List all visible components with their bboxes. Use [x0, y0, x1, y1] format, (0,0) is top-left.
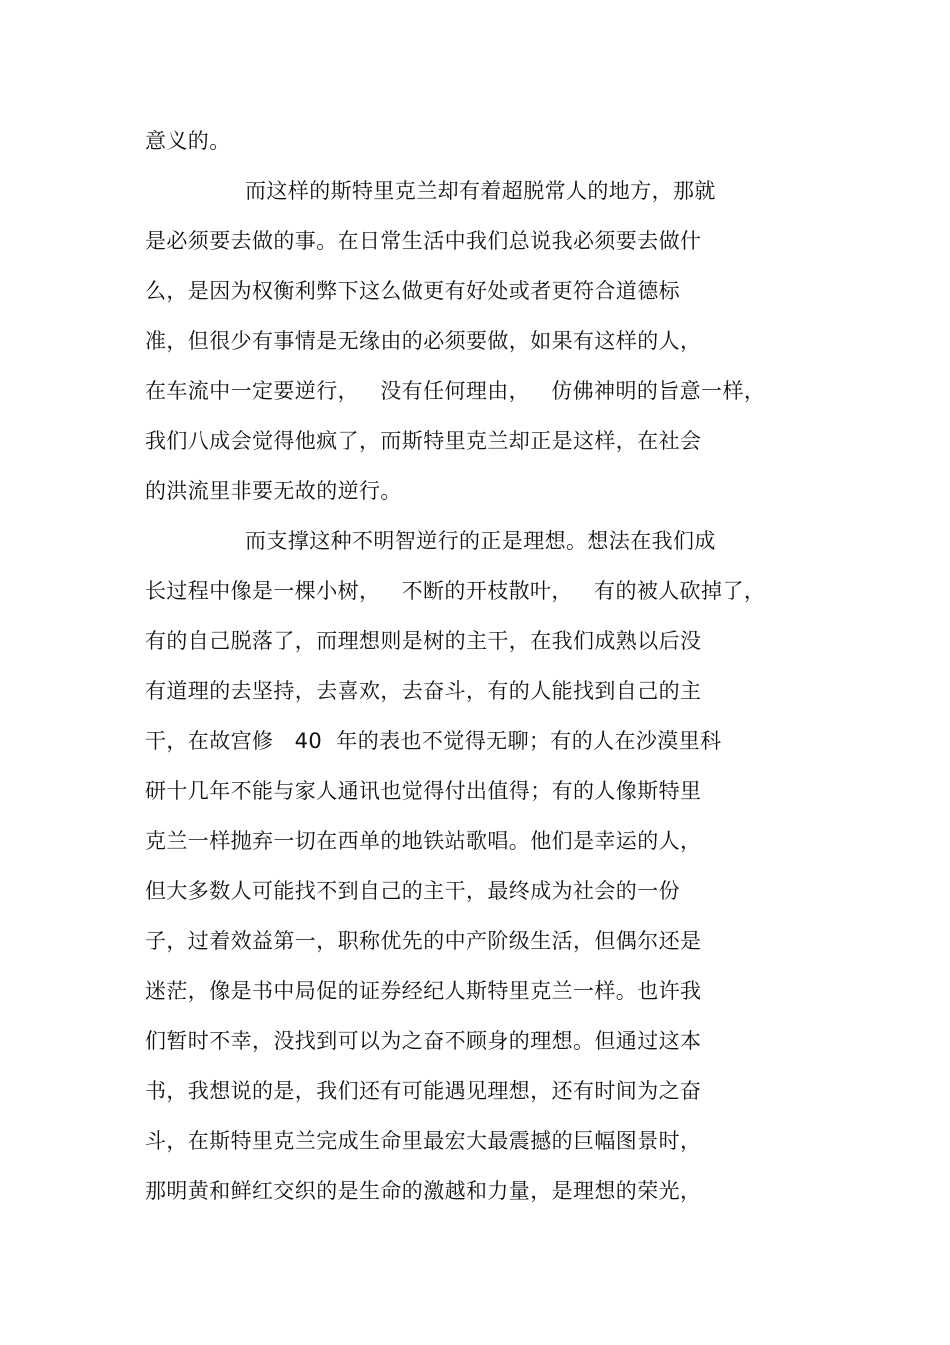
text-line: 长过程中像是一棵小树， 不断的开枝散叶， 有的被人砍掉了， [145, 579, 766, 603]
text-line: 意义的。 [145, 129, 231, 153]
text-line: 我们八成会觉得他疯了，而斯特里克兰却正是这样，在社会 [145, 429, 702, 453]
text-line: 克兰一样抛弃一切在西单的地铁站歌唱。他们是幸运的人， [145, 829, 702, 853]
text-line: 有的自己脱落了，而理想则是树的主干，在我们成熟以后没 [145, 629, 702, 653]
paragraph-start-line: 而这样的斯特里克兰却有着超脱常人的地方，那就 [245, 179, 716, 203]
paragraph-start-line: 而支撑这种不明智逆行的正是理想。想法在我们成 [245, 529, 716, 553]
text-line: 有道理的去坚持，去喜欢，去奋斗，有的人能找到自己的主 [145, 679, 702, 703]
text-line: 们暂时不幸，没找到可以为之奋不顾身的理想。但通过这本 [145, 1029, 702, 1053]
text-line: 么，是因为权衡利弊下这么做更有好处或者更符合道德标 [145, 279, 680, 303]
text-line: 迷茫，像是书中局促的证券经纪人斯特里克兰一样。也许我 [145, 979, 702, 1003]
text-line: 的洪流里非要无故的逆行。 [145, 479, 402, 503]
text-line: 那明黄和鲜红交织的是生命的激越和力量，是理想的荣光， [145, 1179, 702, 1203]
text-line: 在车流中一定要逆行， 没有任何理由， 仿佛神明的旨意一样， [145, 379, 766, 403]
text-line: 斗，在斯特里克兰完成生命里最宏大最震撼的巨幅图景时， [145, 1129, 702, 1153]
text-line: 书，我想说的是，我们还有可能遇见理想，还有时间为之奋 [145, 1079, 702, 1103]
text-line: 但大多数人可能找不到自己的主干，最终成为社会的一份 [145, 879, 680, 903]
text-line: 研十几年不能与家人通讯也觉得付出值得；有的人像斯特里 [145, 779, 702, 803]
text-line: 子，过着效益第一，职称优先的中产阶级生活，但偶尔还是 [145, 929, 702, 953]
text-line: 是必须要去做的事。在日常生活中我们总说我必须要去做什 [145, 229, 702, 253]
text-line: 干，在故宫修 40 年的表也不觉得无聊；有的人在沙漠里科 [145, 729, 722, 753]
text-line: 准，但很少有事情是无缘由的必须要做，如果有这样的人， [145, 329, 702, 353]
